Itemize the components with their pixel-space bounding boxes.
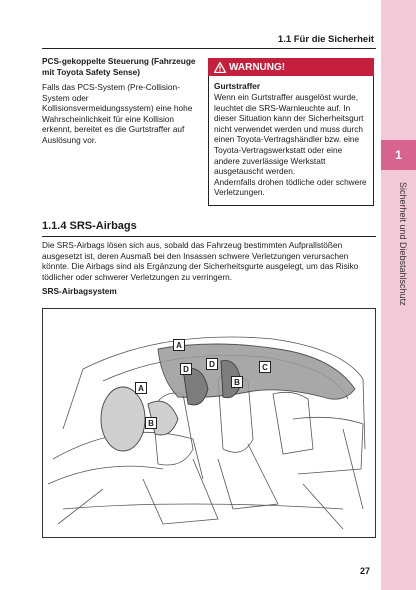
warning-header (208, 58, 374, 76)
warning-paragraph-1: Wenn ein Gurtstraffer ausgelöst wurde, leuchtet die SRS-Warnleuchte auf. In dieser Situation kann der Sicherheitsgurt nicht verwendet werden und muss durch einen Toyota-Vertragshändler bzw. eine Toyota-Vertragswerkstatt oder eine andere zuverlässige Werkstatt ausgetauscht werden. (214, 92, 364, 177)
warning-paragraph-2: Andernfalls drohen tödliche oder schwere Verletzungen. (214, 176, 367, 198)
label-a-top: A (173, 339, 185, 351)
pcs-title: PCS-gekoppelte Steuerung (Fahrzeuge mit Toyota Safety Sense) (42, 56, 196, 77)
label-b-right: B (231, 376, 243, 388)
label-d-left: D (180, 363, 192, 375)
car-interior-drawing (43, 309, 375, 537)
chapter-title: Sicherheit und Diebstahlschutz (398, 182, 408, 306)
warning-triangle-icon (214, 62, 226, 73)
warning-subtitle: Gurtstraffer (214, 81, 261, 91)
label-d-right: D (206, 358, 218, 370)
label-c: C (259, 361, 271, 373)
airbag-system-title: SRS-Airbagsystem (42, 286, 117, 296)
header-rule (42, 48, 376, 49)
chapter-number: 1 (381, 140, 416, 170)
section-text: Die SRS-Airbags lösen sich aus, sobald das Fahrzeug bestimmten Aufprallstößen ausgesetzt ist, deren Ausmaß bei den Insassen schwere Verletzungen verursachen könnte. Die Airbags sind als Ergänzung der Sicherheitsgurte ausgelegt, um das Risiko tödlicher oder schwerer Verletzungen zu verringern. (42, 240, 359, 282)
label-a-left: A (135, 382, 147, 394)
section-heading: 1.1.4 SRS-Airbags (42, 220, 137, 232)
section-rule (42, 236, 376, 237)
airbag-illustration (42, 308, 376, 538)
page-number: 27 (360, 566, 371, 576)
warning-label: WARNUNG! (229, 61, 286, 73)
warning-text (214, 92, 370, 198)
header-title: 1.1 Für die Sicherheit (277, 34, 374, 45)
pcs-text: Falls das PCS-System (Pre-Collision-System oder Kollisionsvermeidungssystem) eine hohe Wahrscheinlichkeit für eine Kollision erkennt, bereitet es die Gurtstraffer auf Auslösung vor. (42, 82, 193, 145)
label-b-left: B (145, 417, 157, 429)
